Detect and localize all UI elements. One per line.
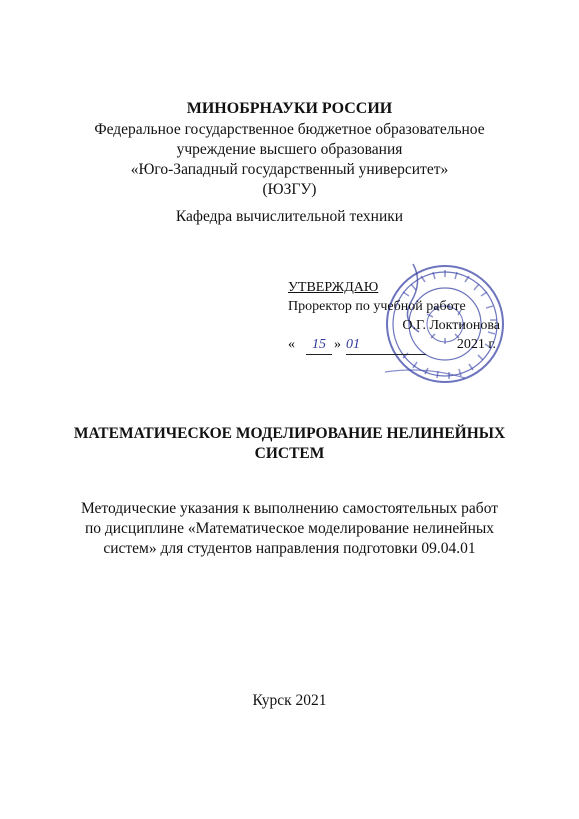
description-line: систем» для студентов направления подготовки 09.04.01: [103, 540, 476, 557]
date-year: 2021 г.: [456, 337, 496, 352]
approval-signature-row: [288, 316, 518, 335]
document-title: [0, 424, 579, 464]
description-line: по дисциплине «Математическое моделирование нелинейных: [84, 520, 495, 537]
institution-block: [0, 120, 579, 200]
approval-position: Проректор по учебной работе: [288, 299, 466, 314]
ministry-heading: МИНОБРНАУКИ РОССИИ: [186, 100, 393, 117]
date-open-quote: «: [288, 337, 295, 352]
document-description: [0, 499, 579, 559]
approval-block: [288, 278, 518, 354]
date-month: 01: [346, 335, 426, 355]
document-title-line: МАТЕМАТИЧЕСКОЕ МОДЕЛИРОВАНИЕ НЕЛИНЕЙНЫХ: [73, 425, 506, 442]
document-title-line: СИСТЕМ: [254, 445, 325, 462]
description-line: Методические указания к выполнению самостоятельных работ: [80, 500, 499, 517]
institution-line: «Юго-Западный государственный университет»: [130, 161, 449, 178]
approval-date-row: [288, 335, 518, 354]
institution-line: Федеральное государственное бюджетное образовательное: [94, 121, 485, 138]
date-close-quote: »: [334, 337, 341, 352]
date-day: 15: [306, 335, 332, 355]
institution-line: учреждение высшего образования: [176, 141, 403, 158]
approval-title: УТВЕРЖДАЮ: [288, 280, 379, 295]
approver-name: О.Г. Локтионова: [402, 318, 500, 333]
city-year: Курск 2021: [252, 692, 327, 709]
department-name: Кафедра вычислительной техники: [175, 208, 404, 225]
institution-abbreviation: (ЮЗГУ): [262, 181, 317, 198]
